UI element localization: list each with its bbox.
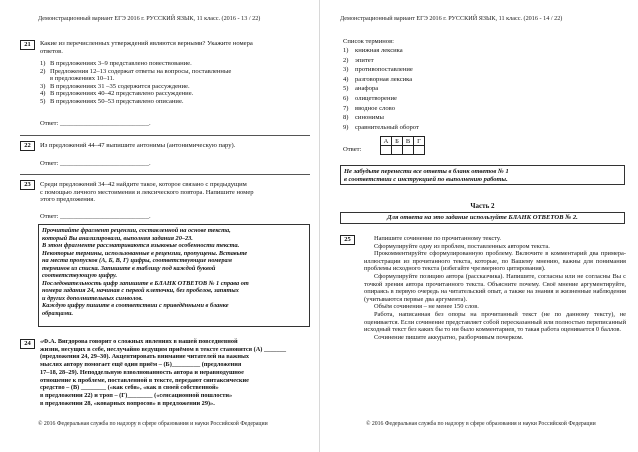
term-text: олицетворение	[355, 94, 397, 102]
answer-cell-a[interactable]	[381, 146, 392, 155]
essay-paragraph: Работа, написанная без опоры на прочитанный текст (не по данному тексту), не оценивается. Если сочинение представляет собой пересказанный или полностью переписанный исходный текст без каких бы то ни было комментариев, то такая работа оценивается 0 баллов.	[364, 310, 626, 334]
option-number: 3)	[40, 82, 46, 90]
page-header: Демонстрационный вариант ЕГЭ 2016 г. РУССКИЙ ЯЗЫК, 11 класс. (2016 - 14 / 22)	[340, 15, 563, 22]
instruction-line: Последовательность цифр запишите в БЛАНК ОТВЕТОВ № 1 справа от	[42, 279, 249, 287]
option-row	[40, 83, 310, 91]
term-row	[343, 56, 543, 66]
answer-line-23[interactable]: Ответ: ___________________________.	[40, 213, 151, 220]
instruction-line: терминов из списка. Запишите в таблицу под каждой буквой	[42, 264, 216, 272]
warning-box	[340, 165, 625, 185]
part2-title: Часть 2	[470, 202, 495, 210]
term-text: вводное слово	[355, 104, 396, 112]
question-25-text	[364, 235, 626, 341]
instruction-line: и других дополнительных символов.	[42, 294, 143, 302]
warning-line: Не забудьте перенести все ответы в бланк ответов № 1	[344, 168, 509, 175]
term-row	[343, 65, 543, 75]
instruction-line: номера задания 24, начиная с первой клеточки, без пробелов, запятых	[42, 287, 239, 294]
term-number: 1)	[343, 47, 349, 54]
question-number-22: 22	[20, 141, 35, 151]
instruction-line: образцами.	[42, 309, 74, 317]
table-header-b: Б	[392, 137, 403, 146]
option-text: в предложениях 10–11.	[50, 75, 115, 83]
instruction-box	[38, 224, 310, 327]
option-number: 5)	[40, 97, 46, 105]
question-23-line: этого предложения.	[40, 196, 95, 204]
divider	[20, 174, 310, 175]
table-header-v: В	[403, 137, 414, 146]
question-24-line: «Ф.А. Вигдорова говорит о сложных явлениях в нашей повседневной	[40, 338, 238, 345]
table-header-g: Г	[414, 137, 425, 146]
instruction-line: Каждую цифру пишите в соответствии с приведёнными в бланке	[42, 302, 229, 309]
question-24-line: в предложении 28, «коварных вопросов» в предложении 29)».	[40, 399, 215, 407]
question-number-21: 21	[20, 40, 35, 50]
option-text: В предложениях 3–9 представлено повествование.	[50, 60, 192, 67]
table-header-a: А	[381, 137, 392, 146]
option-text: Предложения 12–13 содержат ответы на вопросы, поставленные	[50, 67, 232, 75]
essay-paragraph: Прокомментируйте сформулированную проблему. Включите в комментарий два примера-иллюстрации из прочитанного текста, которые, по Вашему мнению, важны для понимания проблемы исходного текста (избегайте чрезмерного цитирования).	[364, 250, 626, 273]
question-24-line: в предложении 22) и троп – (Г)________ («сенсационной пошлости»	[40, 391, 233, 399]
right-page	[319, 0, 638, 452]
term-text: синонимы	[355, 114, 384, 122]
page-footer: © 2016 Федеральная служба по надзору в сфере образования и науки Российской Федерации	[366, 421, 596, 427]
warning-line: в соответствии с инструкцией по выполнению работы.	[344, 175, 508, 183]
question-24-line: жизни, несущих в себе, неслучайно ведущим приёмом в тексте становится (А) _______	[40, 345, 287, 353]
term-text: эпитет	[355, 56, 374, 64]
option-row	[40, 98, 310, 106]
question-24-line: средство – (В) ________ («как себя», «как в своей собственной»	[40, 384, 219, 392]
term-row	[343, 84, 543, 94]
term-text: анафора	[355, 85, 379, 93]
term-text: разговорная лексика	[355, 75, 413, 83]
term-row	[343, 94, 543, 104]
question-number-24: 24	[20, 339, 35, 349]
option-row	[40, 68, 310, 76]
instruction-line: на места пропусков (А, Б, В, Г) цифры, соответствующие номерам	[42, 257, 232, 264]
instruction-line: Некоторые термины, использованные в рецензии, пропущены. Вставьте	[42, 249, 248, 257]
question-number-25: 25	[340, 235, 355, 245]
term-text: противопоставление	[355, 66, 413, 74]
question-21-line: ответов.	[40, 47, 63, 55]
option-number: 2)	[40, 67, 46, 75]
terms-list	[343, 46, 543, 132]
essay-paragraph: Сочинение пишите аккуратно, разборчивым почерком.	[374, 333, 524, 341]
option-row	[40, 90, 310, 98]
part2-note: Для ответа на это задание используйте БЛАНК ОТВЕТОВ № 2.	[340, 212, 625, 224]
question-24-line: (предложения 24, 29–30). Акцентировать внимание читателей на важных	[40, 353, 250, 361]
question-23-text	[40, 181, 312, 204]
option-text: В предложениях 40–42 представлено рассуждение.	[50, 90, 194, 98]
essay-paragraph: Сформулируйте одну из проблем, поставленных автором текста.	[374, 242, 550, 250]
essay-paragraph: Сформулируйте позицию автора (рассказчика). Напишите, согласны или не согласны Вы с точкой зрения автора прочитанного текста. Объясните почему. Своё мнение аргументируйте, опираясь в первую очередь на читательский опыт, а также на знания и жизненные наблюдения (учитываются первые два аргумента).	[364, 272, 626, 303]
term-row	[343, 46, 543, 56]
question-24-line: отношение к проблеме, поставленной в тексте, передают синтаксические	[40, 376, 249, 384]
instruction-line: соответствующую цифру.	[42, 272, 118, 279]
divider	[20, 135, 310, 136]
answer-cell-b[interactable]	[392, 146, 403, 155]
term-text: книжная лексика	[355, 47, 403, 54]
option-number: 1)	[40, 60, 46, 67]
question-24-line: 17–18, 28–29). Неподдельную взволнованность автора и неравнодушное	[40, 368, 244, 376]
instruction-line: В этом фрагменте рассматриваются языковые особенности текста.	[42, 242, 240, 249]
term-number: 2)	[343, 56, 349, 64]
answer-label: Ответ:	[343, 146, 362, 153]
term-number: 7)	[343, 104, 349, 112]
term-number: 8)	[343, 114, 349, 122]
question-24-text	[40, 338, 312, 407]
option-number: 4)	[40, 90, 46, 98]
term-text: сравнительный оборот	[355, 123, 419, 131]
term-number: 9)	[343, 123, 349, 131]
question-23-line: с помощью личного местоимения и лексического повтора. Напишите номер	[40, 188, 254, 196]
term-row	[343, 113, 543, 123]
answer-line-21[interactable]: Ответ: ___________________________.	[40, 120, 151, 127]
question-23-line: Среди предложений 34–42 найдите такое, которое связано с предыдущим	[40, 181, 247, 188]
answer-table	[380, 136, 425, 155]
option-row	[40, 60, 310, 68]
option-text: В предложениях 31 –35 содержится рассуждение.	[50, 82, 190, 90]
question-22-text: Из предложений 44–47 выпишите антонимы (антонимическую пару).	[40, 142, 236, 149]
term-number: 4)	[343, 75, 349, 83]
option-row	[40, 75, 310, 83]
instruction-line: который Вы анализировали, выполняя задания 20–23.	[42, 234, 193, 242]
question-21-line: Какие из перечисленных утверждений являются верными? Укажите номера	[40, 40, 253, 47]
option-text: В предложениях 50–53 представлено описание.	[50, 97, 184, 105]
question-21-options	[40, 60, 310, 106]
answer-cell-v[interactable]	[403, 146, 414, 155]
page-header: Демонстрационный вариант ЕГЭ 2016 г. РУССКИЙ ЯЗЫК, 11 класс. (2016 - 13 / 22)	[38, 15, 261, 22]
question-number-23: 23	[20, 180, 35, 190]
term-row	[343, 104, 543, 114]
instruction-line: Прочитайте фрагмент рецензии, составленной на основе текста,	[42, 227, 231, 234]
term-number: 6)	[343, 94, 349, 102]
essay-paragraph: Напишите сочинение по прочитанному тексту.	[374, 235, 502, 242]
term-number: 5)	[343, 85, 349, 93]
term-row	[343, 123, 543, 133]
term-number: 3)	[343, 66, 349, 74]
question-21-text	[40, 40, 310, 55]
question-24-line: мыслях автору помогает ещё один приём – (Б)_________ (предложения	[40, 361, 242, 369]
essay-paragraph: Объём сочинения – не менее 150 слов.	[374, 303, 479, 311]
answer-cell-g[interactable]	[414, 146, 425, 155]
terms-title: Список терминов:	[343, 38, 395, 45]
page-footer: © 2016 Федеральная служба по надзору в сфере образования и науки Российской Федерации	[38, 421, 268, 427]
answer-line-22[interactable]: Ответ: ___________________________.	[40, 160, 151, 167]
term-row	[343, 75, 543, 85]
